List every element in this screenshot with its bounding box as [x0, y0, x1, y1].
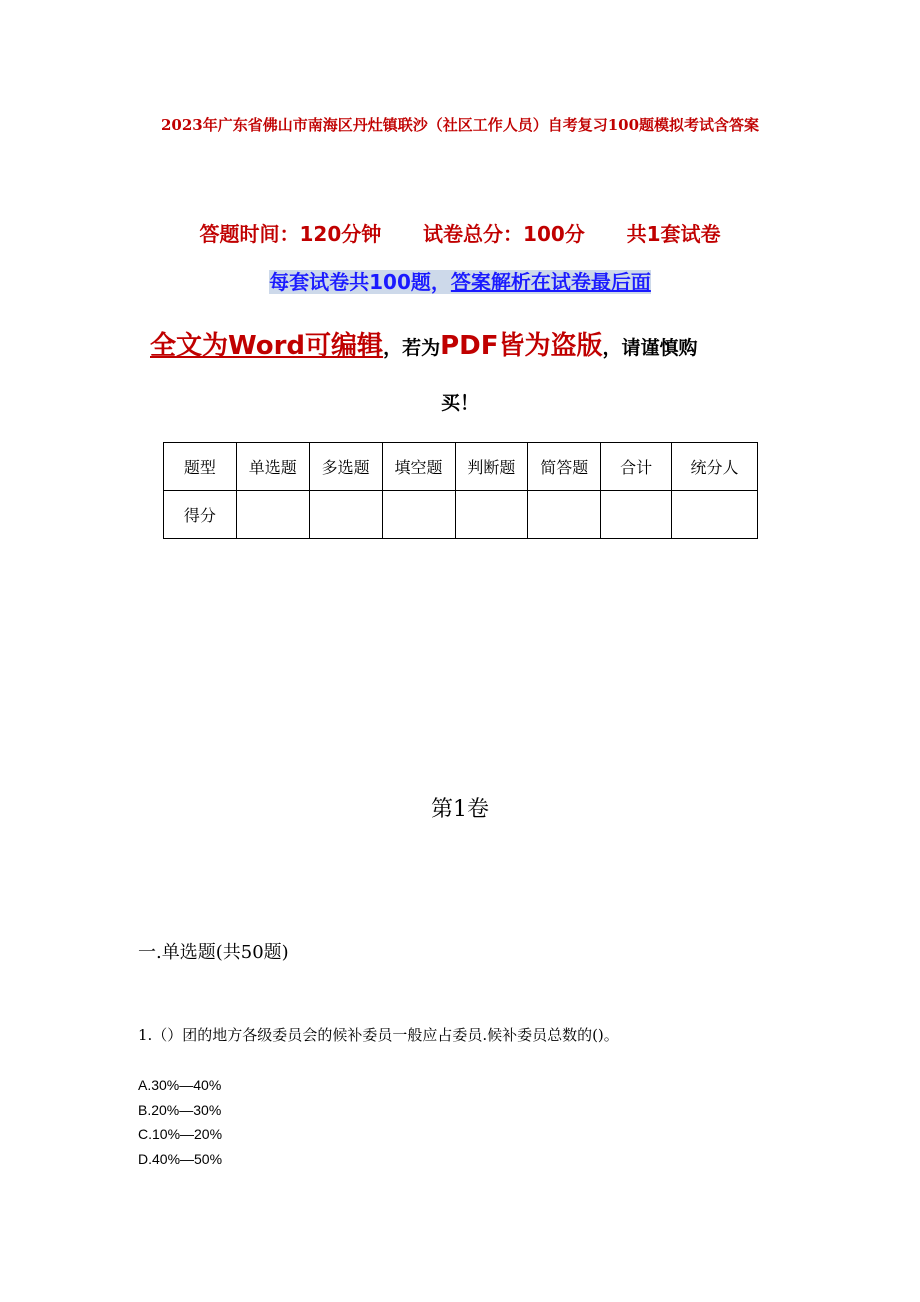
piracy-warning — [150, 325, 790, 362]
piracy-warning-end: 买！ — [440, 392, 479, 414]
section-title: 一.单选题(共50题) — [138, 942, 289, 963]
option-c: C.10%—20% — [138, 1126, 223, 1142]
question-text: 1.（）团的地方各级委员会的候补委员一般应占委员.候补委员总数的()。 — [138, 1026, 619, 1044]
notice-part1: 每套试卷共100题， — [269, 270, 451, 294]
score-table-score-row — [164, 491, 758, 539]
score-cell — [528, 491, 601, 539]
option-a: A.30%—40% — [138, 1077, 222, 1093]
warning-part1: 全文为Word可编辑 — [150, 331, 384, 361]
score-cell — [455, 491, 528, 539]
notice-part2: 答案解析在试卷最后面 — [450, 270, 651, 294]
warning-part3: PDF皆为盗版 — [440, 331, 603, 361]
score-cell — [672, 491, 758, 539]
header-cell: 题型 — [164, 443, 237, 491]
score-table-header-row — [164, 443, 758, 491]
score-table — [163, 442, 758, 539]
question-options — [138, 1073, 222, 1171]
header-cell: 填空题 — [382, 443, 455, 491]
volume-title: 第1卷 — [431, 797, 489, 822]
warning-part2: ，若为 — [383, 337, 441, 359]
header-cell: 统分人 — [672, 443, 758, 491]
option-b: B.20%—30% — [138, 1101, 222, 1118]
score-cell — [309, 491, 382, 539]
option-d: D.40%—50% — [138, 1150, 223, 1167]
header-cell: 合计 — [601, 443, 672, 491]
warning-part4: ，请谨慎购 — [602, 337, 698, 359]
score-cell — [601, 491, 672, 539]
score-cell — [382, 491, 455, 539]
score-cell — [236, 491, 309, 539]
header-cell: 多选题 — [309, 443, 382, 491]
document-title: 2023年广东省佛山市南海区丹灶镇联沙（社区工作人员）自考复习100题模拟考试含答案 — [160, 116, 760, 134]
exam-info: 答题时间：120分钟 试卷总分：100分 共1套试卷 — [199, 222, 721, 246]
header-cell: 单选题 — [236, 443, 309, 491]
header-cell: 简答题 — [528, 443, 601, 491]
header-cell: 判断题 — [455, 443, 528, 491]
row-label-cell: 得分 — [164, 491, 237, 539]
answer-notice — [110, 266, 810, 295]
